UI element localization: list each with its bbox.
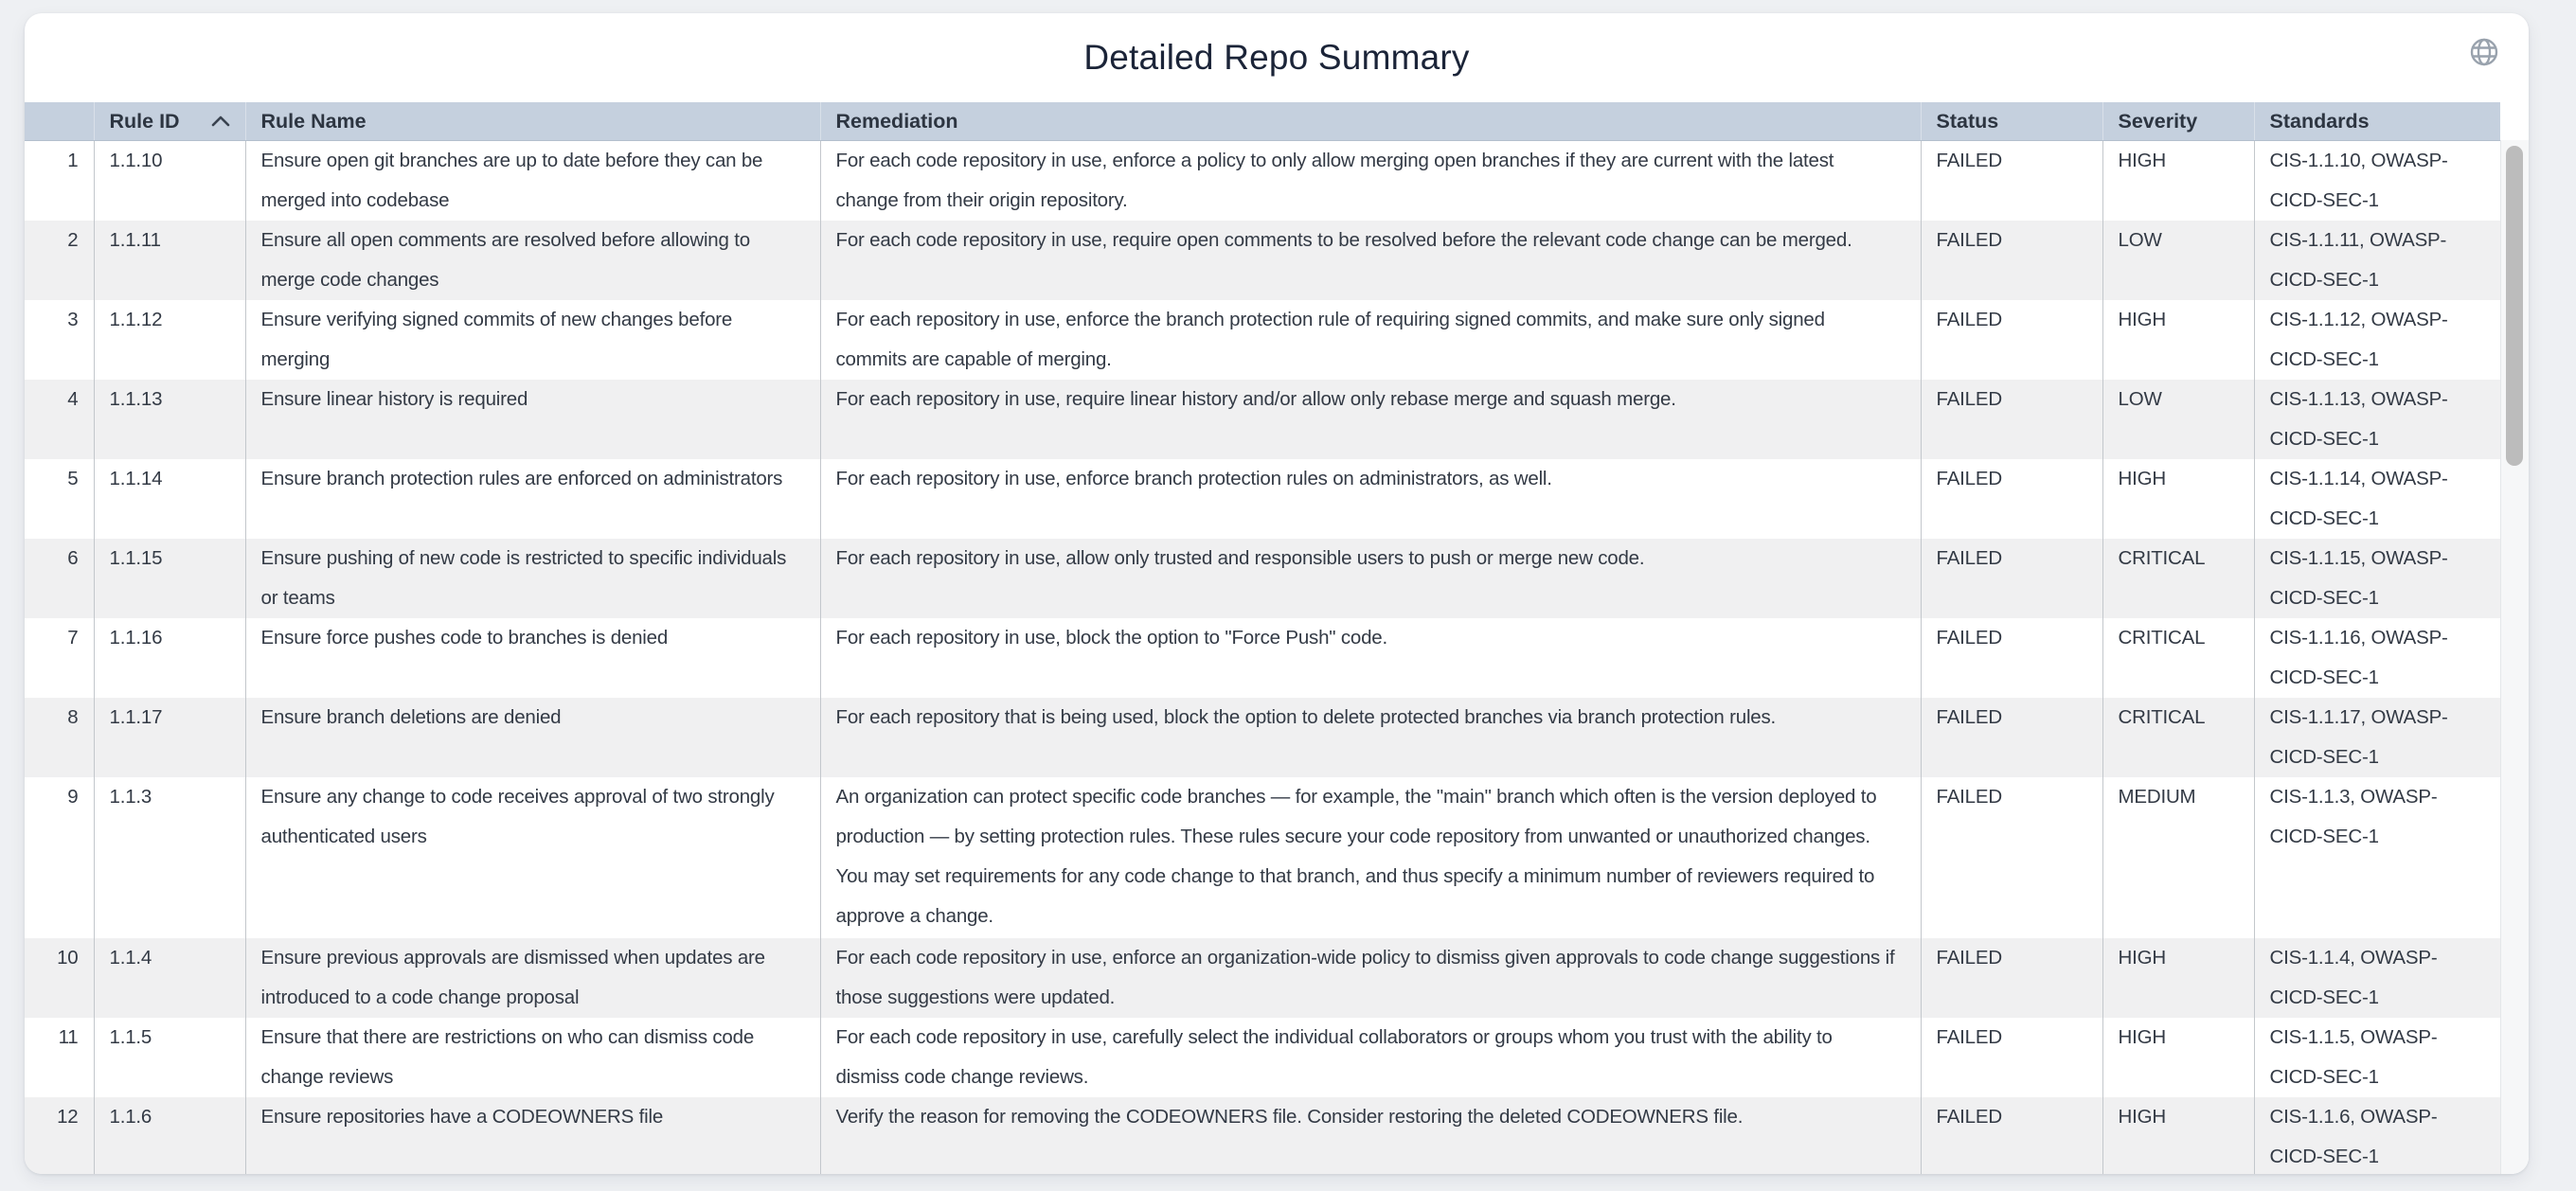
column-header-status[interactable]: Status: [1921, 102, 2102, 141]
cell-status: FAILED: [1921, 221, 2102, 300]
cell-rule-name: Ensure pushing of new code is restricted to specific individuals or teams: [245, 539, 820, 618]
cell-remediation: For each code repository in use, carefully select the individual collaborators or groups whom you trust with the ability to dismiss code change reviews.: [820, 1018, 1921, 1097]
cell-row-number: 6: [25, 539, 94, 618]
cell-status: FAILED: [1921, 938, 2102, 1018]
table-row: [25, 141, 2500, 222]
column-header-severity[interactable]: Severity: [2102, 102, 2254, 141]
cell-rule-id: 1.1.10: [94, 141, 245, 222]
cell-remediation: For each repository that is being used, block the option to delete protected branches via branch protection rules.: [820, 698, 1921, 777]
cell-rule-id: 1.1.6: [94, 1097, 245, 1174]
cell-standards: CIS-1.1.11, OWASP-CICD-SEC-1: [2269, 229, 2447, 291]
cell-status: FAILED: [1921, 459, 2102, 539]
cell-row-number: 8: [25, 698, 94, 777]
table-header-row: [25, 102, 2500, 141]
cell-remediation: For each repository in use, block the option to "Force Push" code.: [820, 618, 1921, 698]
column-header-rule-name[interactable]: Rule Name: [245, 102, 820, 141]
cell-rule-id: 1.1.12: [94, 300, 245, 380]
cell-status: FAILED: [1921, 698, 2102, 777]
table-row: [25, 1097, 2500, 1174]
cell-standards: CIS-1.1.5, OWASP-CICD-SEC-1: [2269, 1026, 2438, 1088]
cell-remediation: For each code repository in use, require open comments to be resolved before the relevant code change can be merged.: [820, 221, 1921, 300]
cell-remediation: For each repository in use, enforce branch protection rules on administrators, as well.: [820, 459, 1921, 539]
cell-row-number: 2: [25, 221, 94, 300]
cell-status: FAILED: [1921, 539, 2102, 618]
cell-severity: CRITICAL: [2102, 539, 2254, 618]
table-area: [25, 102, 2529, 1174]
cell-severity: HIGH: [2102, 1018, 2254, 1097]
column-header-standards[interactable]: Standards: [2254, 102, 2500, 141]
cell-severity: LOW: [2102, 380, 2254, 459]
globe-icon[interactable]: [2468, 36, 2500, 68]
cell-rule-id: 1.1.15: [94, 539, 245, 618]
cell-row-number: 3: [25, 300, 94, 380]
cell-rule-name: Ensure branch protection rules are enforced on administrators: [245, 459, 820, 539]
cell-remediation: For each repository in use, enforce the branch protection rule of requiring signed commits, and make sure only signed commits are capable of merging.: [820, 300, 1921, 380]
cell-standards: CIS-1.1.17, OWASP-CICD-SEC-1: [2269, 706, 2448, 768]
vertical-scrollbar-thumb[interactable]: [2506, 146, 2523, 466]
cell-row-number: 12: [25, 1097, 94, 1174]
table-row: [25, 698, 2500, 777]
table-row: [25, 1018, 2500, 1097]
cell-severity: HIGH: [2102, 459, 2254, 539]
cell-rule-name: Ensure any change to code receives approval of two strongly authenticated users: [245, 777, 820, 938]
cell-severity: HIGH: [2102, 938, 2254, 1018]
cell-severity: MEDIUM: [2102, 777, 2254, 938]
table-row: [25, 380, 2500, 459]
cell-rule-id: 1.1.14: [94, 459, 245, 539]
cell-rule-id: 1.1.5: [94, 1018, 245, 1097]
cell-standards: CIS-1.1.4, OWASP-CICD-SEC-1: [2269, 947, 2438, 1008]
cell-row-number: 4: [25, 380, 94, 459]
cell-remediation: For each repository in use, allow only trusted and responsible users to push or merge new code.: [820, 539, 1921, 618]
cell-rule-name: Ensure linear history is required: [245, 380, 820, 459]
cell-status: FAILED: [1921, 300, 2102, 380]
cell-rule-name: Ensure previous approvals are dismissed when updates are introduced to a code change proposal: [245, 938, 820, 1018]
cell-standards: CIS-1.1.12, OWASP-CICD-SEC-1: [2269, 309, 2448, 370]
cell-rule-name: Ensure all open comments are resolved before allowing to merge code changes: [245, 221, 820, 300]
table-row: [25, 777, 2500, 938]
cell-row-number: 1: [25, 141, 94, 222]
cell-row-number: 10: [25, 938, 94, 1018]
cell-standards: CIS-1.1.16, OWASP-CICD-SEC-1: [2269, 627, 2448, 688]
cell-row-number: 11: [25, 1018, 94, 1097]
cell-remediation: For each code repository in use, enforce a policy to only allow merging open branches if they are current with the latest change from their origin repository.: [820, 141, 1921, 222]
cell-remediation: Verify the reason for removing the CODEOWNERS file. Consider restoring the deleted CODEOWNERS file.: [820, 1097, 1921, 1174]
cell-severity: LOW: [2102, 221, 2254, 300]
page-title: Detailed Repo Summary: [1083, 38, 1470, 77]
cell-rule-id: 1.1.17: [94, 698, 245, 777]
cell-status: FAILED: [1921, 141, 2102, 222]
cell-rule-name: Ensure open git branches are up to date before they can be merged into codebase: [245, 141, 820, 222]
cell-severity: CRITICAL: [2102, 698, 2254, 777]
sort-ascending-icon[interactable]: [210, 115, 231, 128]
repo-summary-table: [25, 102, 2500, 1174]
cell-status: FAILED: [1921, 618, 2102, 698]
cell-standards: CIS-1.1.15, OWASP-CICD-SEC-1: [2269, 547, 2448, 609]
table-row: [25, 618, 2500, 698]
vertical-scrollbar: [2500, 102, 2529, 1174]
cell-standards: CIS-1.1.14, OWASP-CICD-SEC-1: [2269, 468, 2448, 529]
cell-standards: CIS-1.1.13, OWASP-CICD-SEC-1: [2269, 388, 2448, 450]
table-row: [25, 459, 2500, 539]
cell-row-number: 9: [25, 777, 94, 938]
cell-status: FAILED: [1921, 1018, 2102, 1097]
cell-rule-name: Ensure force pushes code to branches is denied: [245, 618, 820, 698]
table-row: [25, 221, 2500, 300]
vertical-scrollbar-track[interactable]: [2500, 140, 2529, 1174]
table-row: [25, 300, 2500, 380]
cell-rule-name: Ensure that there are restrictions on who can dismiss code change reviews: [245, 1018, 820, 1097]
cell-rule-id: 1.1.4: [94, 938, 245, 1018]
cell-rule-id: 1.1.11: [94, 221, 245, 300]
table-row: [25, 539, 2500, 618]
cell-rule-name: Ensure branch deletions are denied: [245, 698, 820, 777]
cell-rule-id: 1.1.3: [94, 777, 245, 938]
cell-severity: CRITICAL: [2102, 618, 2254, 698]
cell-rule-name: Ensure repositories have a CODEOWNERS file: [245, 1097, 820, 1174]
cell-rule-id: 1.1.13: [94, 380, 245, 459]
report-header: [25, 13, 2529, 102]
cell-row-number: 5: [25, 459, 94, 539]
cell-remediation: For each repository in use, require linear history and/or allow only rebase merge and squash merge.: [820, 380, 1921, 459]
report-card: [25, 13, 2529, 1174]
cell-row-number: 7: [25, 618, 94, 698]
cell-rule-name: Ensure verifying signed commits of new changes before merging: [245, 300, 820, 380]
cell-status: FAILED: [1921, 380, 2102, 459]
cell-rule-id: 1.1.16: [94, 618, 245, 698]
cell-standards: CIS-1.1.6, OWASP-CICD-SEC-1: [2269, 1106, 2438, 1167]
cell-severity: HIGH: [2102, 141, 2254, 222]
table-row: [25, 938, 2500, 1018]
cell-remediation: For each code repository in use, enforce an organization-wide policy to dismiss given approvals to code change suggestions if those suggestions were updated.: [820, 938, 1921, 1018]
column-header-row-number: [25, 102, 94, 141]
cell-severity: HIGH: [2102, 300, 2254, 380]
cell-status: FAILED: [1921, 1097, 2102, 1174]
cell-standards: CIS-1.1.3, OWASP-CICD-SEC-1: [2269, 786, 2438, 847]
column-header-rule-id-label: Rule ID: [109, 109, 180, 133]
cell-remediation: An organization can protect specific code branches — for example, the "main" branch which often is the version deployed to production — by setting protection rules. These rules secure your code repository from unwanted or unauthorized changes. You may set requirements for any code change to that branch, and thus specify a minimum number of reviewers required to approve a change.: [820, 777, 1921, 938]
cell-severity: HIGH: [2102, 1097, 2254, 1174]
cell-status: FAILED: [1921, 777, 2102, 938]
column-header-remediation[interactable]: Remediation: [820, 102, 1921, 141]
column-header-rule-id[interactable]: [94, 102, 245, 141]
cell-standards: CIS-1.1.10, OWASP-CICD-SEC-1: [2269, 150, 2448, 211]
